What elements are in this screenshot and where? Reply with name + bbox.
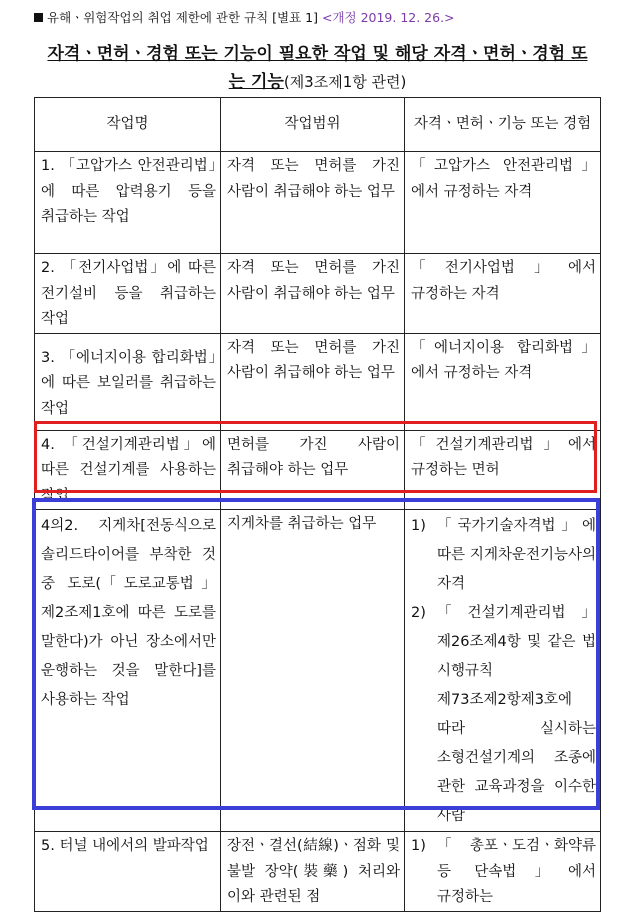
revision-note: <개정 2019. 12. 26.> xyxy=(321,10,455,25)
header-qualification: 자격ㆍ면허ㆍ기능 또는 경험 xyxy=(405,98,601,152)
list-item-text: 「국가기술자격법」에 따른 지게차운전기능사의 자격 xyxy=(437,518,596,592)
task-name-cell: 4의2. 지게차[전동식으로 솔리드타이어를 부착한 것 중 도로(「도로교통법」 제2조제1호에 따른 도로를 말한다)가 아닌 장소에서만 운행하는 것을 말한다]를 사용하는 작업 xyxy=(35,510,221,832)
task-scope-cell: 지게차를 취급하는 업무 xyxy=(221,510,405,832)
table-row xyxy=(35,333,601,430)
header-text: 유해ㆍ위험작업의 취업 제한에 관한 규칙 [별표 1] xyxy=(47,10,318,25)
list-item-number: 2) xyxy=(411,605,426,621)
list-item-text: 「총포ㆍ도검ㆍ화약류 등 단속법」에서 규정하는 xyxy=(437,838,596,905)
task-scope-cell: 자격 또는 면허를 가진 사람이 취급해야 하는 업무 xyxy=(221,333,405,430)
qualification-cell: 「전기사업법」에서 규정하는 자격 xyxy=(405,254,601,334)
list-item-text: 「건설기계관리법」 제26조제4항 및 같은 법 시행규칙 제73조제2항제3호에 따라 실시하는 소형건설기계의 조종에 관한 교육과정을 이수한 사람 xyxy=(437,605,596,824)
task-scope-cell: 장전ㆍ결선(結線)ㆍ점화 및 불발 장약(裝藥) 처리와 이와 관련된 점 xyxy=(221,832,405,912)
list-item-number: 1) xyxy=(411,838,426,854)
task-scope-cell: 자격 또는 면허를 가진 사람이 취급해야 하는 업무 xyxy=(221,254,405,334)
page-title xyxy=(30,40,605,96)
list-item xyxy=(411,512,596,599)
square-bullet-icon xyxy=(34,13,43,22)
qualification-cell: 「고압가스 안전관리법」에서 규정하는 자격 xyxy=(405,152,601,254)
header-task-scope: 작업범위 xyxy=(221,98,405,152)
task-name-cell: 1. 「고압가스 안전관리법」에 따른 압력용기 등을 취급하는 작업 xyxy=(35,152,221,254)
qualification-table xyxy=(34,97,601,912)
table-header-row xyxy=(35,98,601,152)
title-main-line1: 자격ㆍ면허ㆍ경험 또는 기능이 필요한 작업 및 해당 자격ㆍ면허ㆍ경험 또 xyxy=(47,44,588,64)
table-row xyxy=(35,254,601,334)
title-main-line2: 는 기능 xyxy=(228,72,284,92)
list-item xyxy=(411,599,596,831)
document-header xyxy=(34,8,455,26)
task-name-cell: 4. 「건설기계관리법」에 따른 건설기계를 사용하는 작업 xyxy=(35,430,221,510)
qualification-cell xyxy=(405,832,601,912)
header-task-name: 작업명 xyxy=(35,98,221,152)
table-row xyxy=(35,832,601,912)
table-row xyxy=(35,152,601,254)
task-scope-cell: 면허를 가진 사람이 취급해야 하는 업무 xyxy=(221,430,405,510)
qualification-cell: 「에너지이용 합리화법」에서 규정하는 자격 xyxy=(405,333,601,430)
table-row xyxy=(35,430,601,510)
list-item xyxy=(411,834,596,911)
task-name-cell: 5. 터널 내에서의 발파작업 xyxy=(35,832,221,912)
qualification-cell xyxy=(405,510,601,832)
qualification-cell: 「건설기계관리법」에서 규정하는 면허 xyxy=(405,430,601,510)
table-row xyxy=(35,510,601,832)
list-item-number: 1) xyxy=(411,518,426,534)
task-scope-cell: 자격 또는 면허를 가진 사람이 취급해야 하는 업무 xyxy=(221,152,405,254)
task-name-cell: 2. 「전기사업법」에 따른 전기설비 등을 취급하는 작업 xyxy=(35,254,221,334)
title-sub: (제3조제1항 관련) xyxy=(283,73,407,91)
task-name-cell: 3. 「에너지이용 합리화법」에 따른 보일러를 취급하는 작업 xyxy=(35,333,221,430)
